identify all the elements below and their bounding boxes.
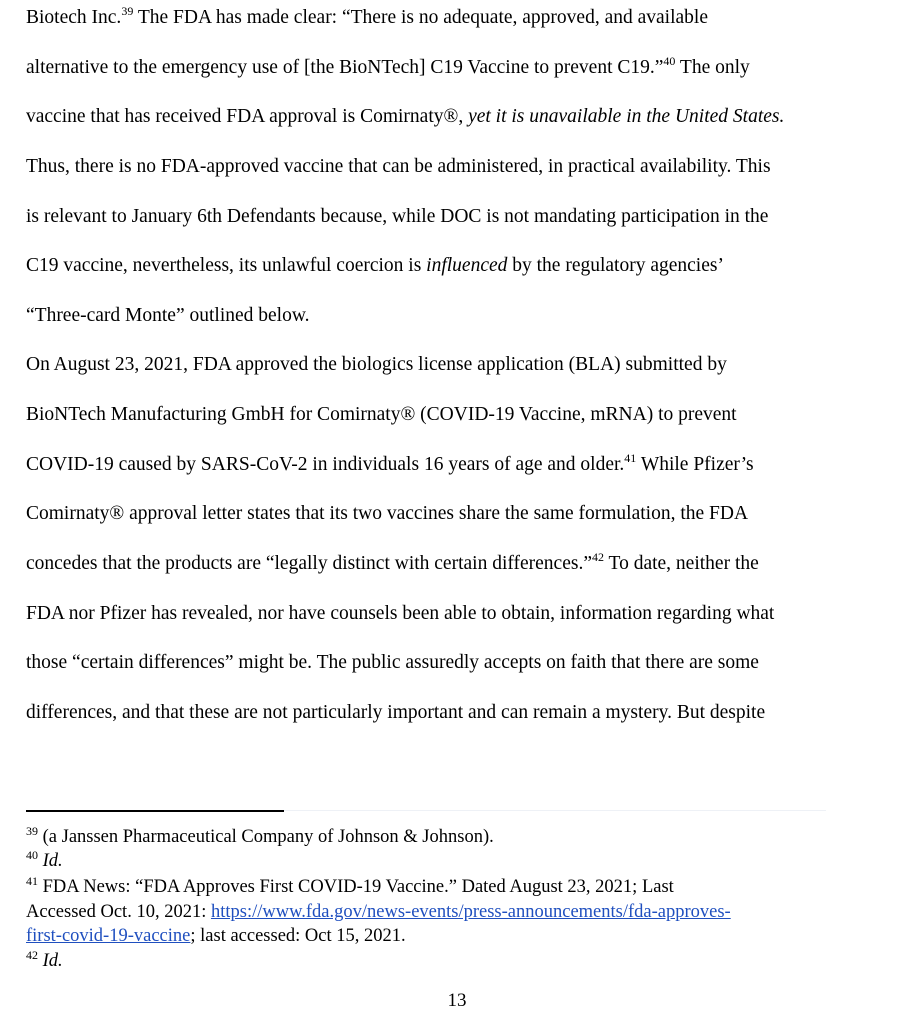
fda-news-link-continued[interactable]: first-covid-19-vaccine xyxy=(26,926,191,946)
body-text: The FDA has made clear: “There is no adequate, approved, and available xyxy=(133,7,708,28)
footnote-41-line-2 xyxy=(26,901,731,923)
body-line-11: Comirnaty® approval letter states that its two vaccines share the same formulation, the FDA xyxy=(26,503,749,524)
footnote-ref-41[interactable]: 41 xyxy=(624,451,637,465)
body-line-3 xyxy=(26,105,784,129)
body-line-12 xyxy=(26,552,759,576)
footnote-text: ; last accessed: Oct 15, 2021. xyxy=(190,926,406,946)
footnote-number: 41 xyxy=(26,874,38,888)
body-text: by the regulatory agencies’ xyxy=(507,255,724,276)
footnote-40 xyxy=(26,850,63,872)
body-text: To date, neither the xyxy=(604,553,759,574)
body-line-6 xyxy=(26,254,724,278)
body-line-13: FDA nor Pfizer has revealed, nor have counsels been able to obtain, information regarding what xyxy=(26,603,775,624)
footnote-number: 40 xyxy=(26,848,38,862)
body-text: alternative to the emergency use of [the BioNTech] C19 Vaccine to prevent C19.” xyxy=(26,57,664,78)
footnote-text: (a Janssen Pharmaceutical Company of Johnson & Johnson). xyxy=(38,827,494,847)
body-line-1 xyxy=(26,6,708,30)
body-line-10 xyxy=(26,453,754,477)
footnote-ref-42[interactable]: 42 xyxy=(592,550,604,564)
italic-emphasis: yet it is unavailable in the United States. xyxy=(468,106,785,127)
footnote-ref-39[interactable]: 39 xyxy=(121,4,134,18)
body-text: COVID-19 caused by SARS-CoV-2 in individuals 16 years of age and older. xyxy=(26,454,625,475)
body-line-2 xyxy=(26,56,750,80)
body-line-15: differences, and that these are not particularly important and can remain a mystery. But despite xyxy=(26,702,766,723)
body-text: C19 vaccine, nevertheless, its unlawful coercion is xyxy=(26,255,427,276)
footnote-separator xyxy=(26,810,284,812)
body-line-7: “Three-card Monte” outlined below. xyxy=(26,305,310,326)
footnote-39 xyxy=(26,826,494,848)
footnote-42 xyxy=(26,950,63,972)
body-text: While Pfizer’s xyxy=(636,454,754,475)
footnote-text: Id. xyxy=(42,951,63,971)
body-text: Biotech Inc. xyxy=(26,7,122,28)
body-text: vaccine that has received FDA approval is Comirnaty®, xyxy=(26,106,469,127)
body-line-4: Thus, there is no FDA-approved vaccine that can be administered, in practical availability. This xyxy=(26,156,771,177)
footnote-ref-40[interactable]: 40 xyxy=(663,54,676,68)
body-line-5: is relevant to January 6th Defendants because, while DOC is not mandating participation in the xyxy=(26,206,769,227)
footnote-text: FDA News: “FDA Approves First COVID-19 Vaccine.” Dated August 23, 2021; Last xyxy=(38,877,674,897)
footnote-number: 39 xyxy=(26,824,38,838)
page-number: 13 xyxy=(447,990,467,1011)
body-line-14: those “certain differences” might be. The public assuredly accepts on faith that there are some xyxy=(26,652,759,673)
body-line-9: BioNTech Manufacturing GmbH for Comirnaty® (COVID-19 Vaccine, mRNA) to prevent xyxy=(26,404,737,425)
footnote-41-line-3 xyxy=(26,925,406,947)
footnote-41-line-1 xyxy=(26,876,674,898)
footnote-number: 42 xyxy=(26,948,38,962)
body-text: concedes that the products are “legally distinct with certain differences.” xyxy=(26,553,592,574)
footnote-text: Id. xyxy=(42,851,63,871)
italic-emphasis: influenced xyxy=(426,255,508,276)
fda-news-link[interactable]: https://www.fda.gov/news-events/press-announcements/fda-approves- xyxy=(210,902,731,922)
footnote-text: Accessed Oct. 10, 2021: xyxy=(26,902,211,922)
footnote-separator-extension xyxy=(284,810,826,811)
body-text: The only xyxy=(675,57,750,78)
body-line-8: On August 23, 2021, FDA approved the biologics license application (BLA) submitted by xyxy=(26,354,727,375)
